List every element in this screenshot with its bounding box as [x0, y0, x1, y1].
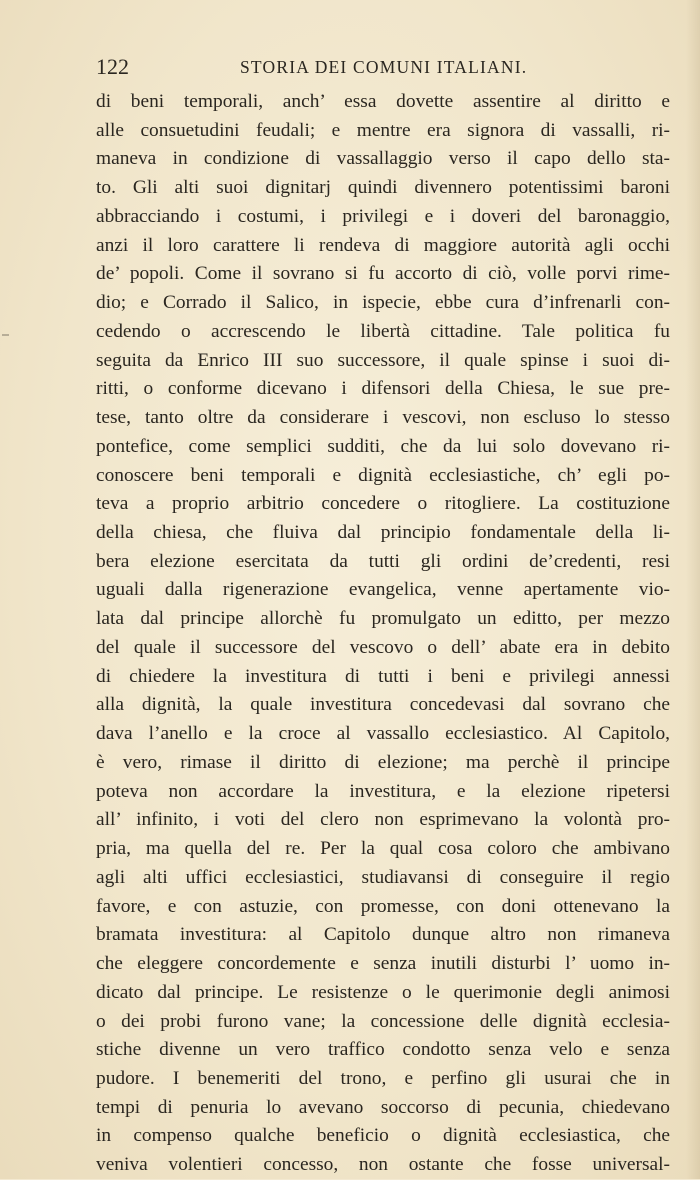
text-line: lata dal principe allorchè fu promulgato un editto, per mezzo	[96, 608, 670, 630]
text-line: pria, ma quella del re. Per la qual cosa coloro che ambivano	[96, 838, 670, 860]
text-line: pontefice, come semplici sudditi, che da lui solo dovevano ri-	[96, 435, 670, 457]
text-line: alla dignità, la quale investitura concedevasi dal sovrano che	[96, 694, 670, 716]
text-line: ritti, o conforme dicevano i difensori della Chiesa, le sue pre-	[96, 378, 670, 400]
text-line: poteva non accordare la investitura, e la elezione ripetersi	[96, 780, 670, 802]
running-title: STORIA DEI COMUNI ITALIANI.	[240, 57, 528, 77]
text-line: è vero, rimase il diritto di elezione; ma perchè il principe	[96, 751, 670, 773]
body-text	[96, 88, 670, 1180]
text-line: anzi il loro carattere li rendeva di maggiore autorità agli occhi	[96, 234, 670, 256]
text-line: de’ popoli. Come il sovrano si fu accorto di ciò, volle porvi rime-	[96, 263, 670, 285]
text-line: stiche divenne un vero traffico condotto senza velo e senza	[96, 1039, 670, 1061]
text-line: uguali dalla rigenerazione evangelica, venne apertamente vio-	[96, 579, 670, 601]
text-line: bera elezione esercitata da tutti gli ordini de’credenti, resi	[96, 550, 670, 572]
text-line: di chiedere la investitura di tutti i beni e privilegi annessi	[96, 665, 670, 687]
text-line: teva a proprio arbitrio concedere o ritogliere. La costituzione	[96, 493, 670, 515]
text-line: abbracciando i costumi, i privilegi e i doveri del baronaggio,	[96, 205, 670, 227]
text-line: di beni temporali, anch’ essa dovette assentire al diritto e	[96, 91, 670, 112]
text-line: dicato dal principe. Le resistenze o le querimonie degli animosi	[96, 981, 670, 1003]
text-line: favore, e con astuzie, con promesse, con doni ottenevano la	[96, 895, 670, 917]
text-line: tese, tanto oltre da considerare i vescovi, non escluso lo stesso	[96, 407, 670, 429]
text-line: che eleggere concordemente e senza inutili disturbi l’ uomo in-	[96, 953, 670, 975]
text-line: pudore. I benemeriti del trono, e perfino gli usurai che in	[96, 1067, 670, 1089]
text-line: dava l’anello e la croce al vassallo ecclesiastico. Al Capitolo,	[96, 723, 670, 745]
text-line: veniva volentieri concesso, non ostante che fosse universal-	[96, 1154, 670, 1176]
text-line: bramata investitura: al Capitolo dunque altro non rimaneva	[96, 924, 670, 946]
text-line: cedendo o accrescendo le libertà cittadine. Tale politica fu	[96, 320, 670, 342]
text-line: o dei probi furono vane; la concessione delle dignità ecclesia-	[96, 1010, 670, 1032]
margin-mark	[2, 334, 9, 336]
text-line: alle consuetudini feudali; e mentre era signora di vassalli, ri-	[96, 119, 670, 141]
text-line: to. Gli alti suoi dignitarj quindi divennero potentissimi baroni	[96, 177, 670, 199]
text-line: maneva in condizione di vassallaggio verso il capo dello sta-	[96, 148, 670, 170]
page-header	[96, 54, 672, 84]
text-line: conoscere beni temporali e dignità ecclesiastiche, ch’ egli po-	[96, 464, 670, 486]
text-line: all’ infinito, i voti del clero non esprimevano la volontà pro-	[96, 809, 670, 831]
text-line: dio; e Corrado il Salico, in ispecie, ebbe cura d’infrenarli con-	[96, 292, 670, 314]
page-edge-shadow	[686, 0, 700, 1179]
page-number: 122	[96, 54, 129, 79]
text-line: seguita da Enrico III suo successore, il quale spinse i suoi di-	[96, 349, 670, 371]
text-line: agli alti uffici ecclesiastici, studiavansi di conseguire il regio	[96, 866, 670, 888]
text-line: del quale il successore del vescovo o dell’ abate era in debito	[96, 636, 670, 658]
text-line: della chiesa, che fluiva dal principio fondamentale della li-	[96, 522, 670, 544]
text-line: in compenso qualche beneficio o dignità ecclesiastica, che	[96, 1125, 670, 1147]
text-line: tempi di penuria lo avevano soccorso di pecunia, chiedevano	[96, 1096, 670, 1118]
